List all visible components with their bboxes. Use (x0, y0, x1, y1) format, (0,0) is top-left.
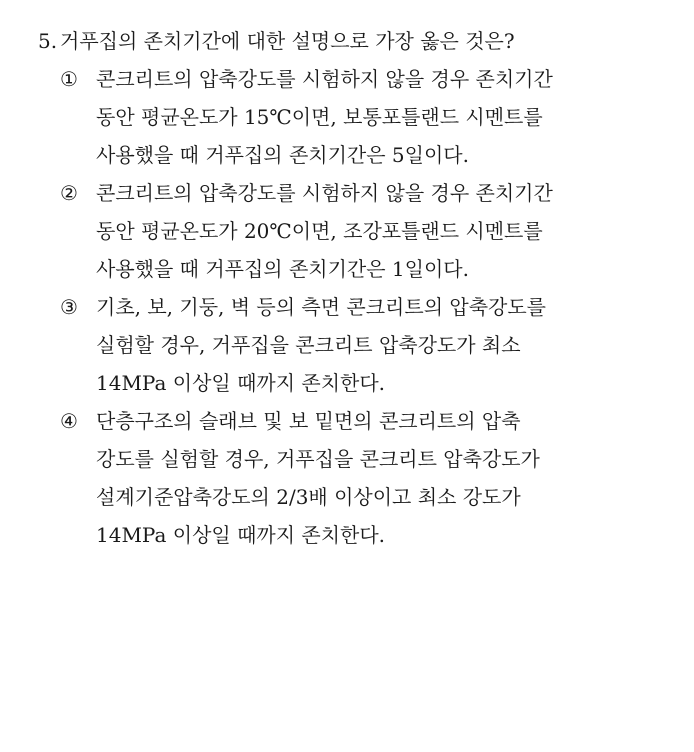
option-1-line-2: 동안 평균온도가 15℃이면, 보통포틀랜드 시멘트를 (96, 105, 543, 129)
option-4[interactable] (38, 402, 658, 554)
option-2-line-3: 사용했을 때 거푸집의 존치기간은 1일이다. (96, 257, 469, 281)
option-4-line-3: 설계기준압축강도의 2/3배 이상이고 최소 강도가 (96, 485, 521, 509)
question-block (38, 22, 658, 554)
option-4-line-1: 단층구조의 슬래브 및 보 밑면의 콘크리트의 압축 (96, 409, 521, 433)
option-4-line-2: 강도를 실험할 경우, 거푸집을 콘크리트 압축강도가 (96, 447, 540, 471)
option-2[interactable] (38, 174, 658, 288)
option-3-line-2: 실험할 경우, 거푸집을 콘크리트 압축강도가 최소 (96, 333, 521, 357)
question-stem-line (38, 22, 658, 60)
option-3-line-3: 14MPa 이상일 때까지 존치한다. (96, 371, 386, 395)
option-1[interactable] (38, 60, 658, 174)
option-1-line-1: 콘크리트의 압축강도를 시험하지 않을 경우 존치기간 (96, 67, 553, 91)
question-number: 5. (38, 29, 58, 53)
option-3-line-1: 기초, 보, 기둥, 벽 등의 측면 콘크리트의 압축강도를 (96, 295, 546, 319)
option-3-marker: ③ (60, 295, 78, 319)
option-2-line-1: 콘크리트의 압축강도를 시험하지 않을 경우 존치기간 (96, 181, 553, 205)
question-stem: 거푸집의 존치기간에 대한 설명으로 가장 옳은 것은? (60, 29, 515, 53)
option-4-line-4: 14MPa 이상일 때까지 존치한다. (96, 523, 386, 547)
option-2-line-2: 동안 평균온도가 20℃이면, 조강포틀랜드 시멘트를 (96, 219, 543, 243)
option-1-marker: ① (60, 67, 78, 91)
option-4-marker: ④ (60, 409, 78, 433)
option-1-line-3: 사용했을 때 거푸집의 존치기간은 5일이다. (96, 143, 469, 167)
answer-options (38, 60, 658, 554)
option-3[interactable] (38, 288, 658, 402)
option-2-marker: ② (60, 181, 78, 205)
